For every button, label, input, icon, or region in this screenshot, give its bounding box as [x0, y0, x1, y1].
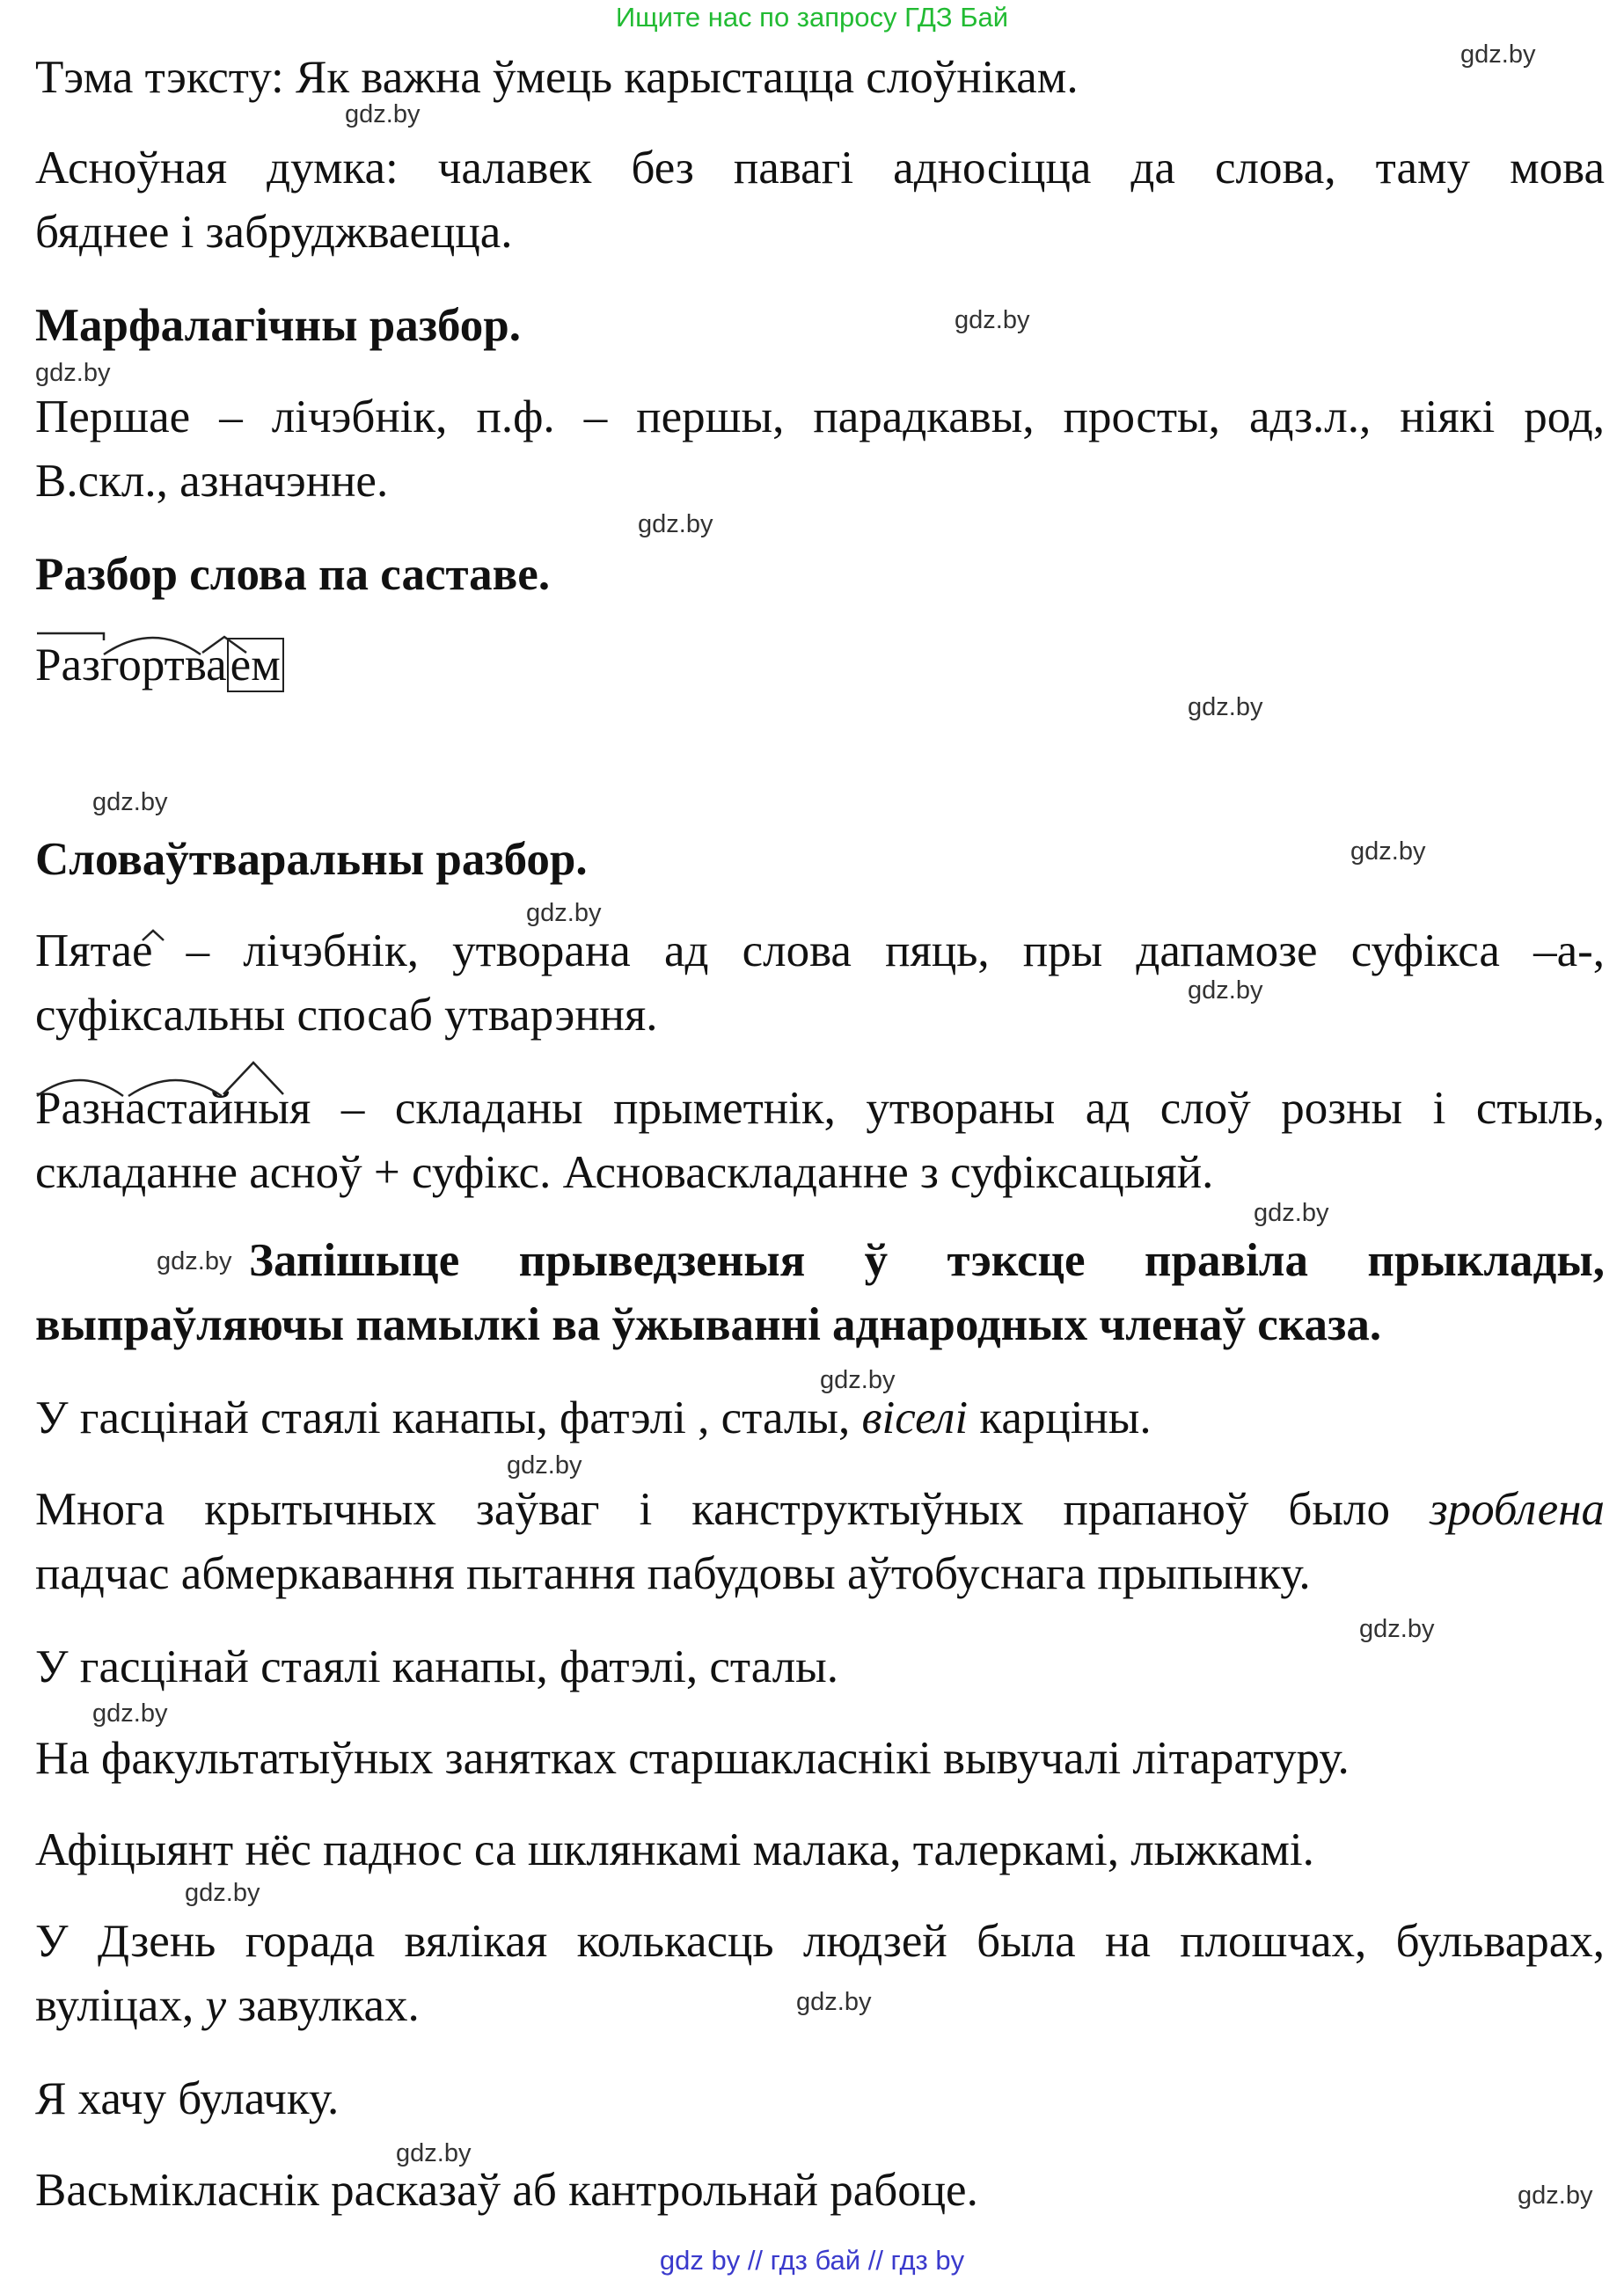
- wordform-line-1b: суфіксальны спосаб утварэння.: [35, 990, 658, 1041]
- sentence-6-line-1: У Дзень горада вялікая колькасць людзей была на плошчах, бульварах,: [35, 1916, 1605, 1967]
- watermark: gdz.by: [92, 1699, 168, 1728]
- composition-heading: Разбор слова па саставе.: [35, 549, 551, 600]
- watermark: gdz.by: [1254, 1199, 1329, 1227]
- watermark: gdz.by: [157, 1247, 232, 1275]
- sentence-7: Я хачу булачку.: [35, 2073, 340, 2124]
- parsed-word-ending: ем: [227, 638, 284, 692]
- sentence-2-line-2: падчас абмеркавання пытання пабудовы аўтобуснага прыпынку.: [35, 1548, 1311, 1599]
- bottom-banner[interactable]: gdz by // гдз бай // гдз by: [659, 2245, 965, 2276]
- sentence-1: У гасцінай стаялі канапы, фатэлі , сталы, віселі карціны.: [35, 1392, 1152, 1443]
- sentence-3: У гасцінай стаялі канапы, фатэлі, сталы.: [35, 1641, 839, 1692]
- parsed-word: [35, 633, 284, 698]
- watermark: gdz.by: [796, 1988, 872, 2016]
- watermark: gdz.by: [396, 2139, 472, 2167]
- watermark: gdz.by: [1350, 837, 1426, 866]
- topic-line: Тэма тэксту: Як важна ўмець карыстацца слоўнікам.: [35, 52, 1079, 103]
- watermark: gdz.by: [507, 1451, 582, 1480]
- task-line-1: Запішыце прыведзеныя ў тэксце правіла прыклады,: [249, 1235, 1605, 1286]
- watermark: gdz.by: [1188, 693, 1263, 721]
- sentence-5: Афіцыянт нёс паднос са шклянкамі малака, талеркамі, лыжкамі.: [35, 1824, 1314, 1875]
- morph-heading: Марфалагічны разбор.: [35, 300, 522, 351]
- wordform-heading: Словаўтваральны разбор.: [35, 834, 588, 885]
- watermark: gdz.by: [820, 1366, 896, 1394]
- wordform-line-2b: складанне асноў + суфікс. Асноваскладанне з суфіксацыяй.: [35, 1147, 1214, 1198]
- watermark: gdz.by: [955, 306, 1030, 334]
- watermark: gdz.by: [526, 899, 602, 927]
- top-banner[interactable]: Ищите нас по запросу ГДЗ Бай: [615, 2, 1009, 33]
- watermark: gdz.by: [1460, 40, 1536, 69]
- watermark: gdz.by: [638, 510, 713, 538]
- parsed-word-stem: Разгортва: [35, 639, 227, 691]
- sentence-4: На факультатыўных занятках старшакласнікі вывучалі літаратуру.: [35, 1733, 1350, 1784]
- watermark: gdz.by: [185, 1879, 260, 1907]
- sentence-8: Васьмікласнік расказаў аб кантрольнай рабоце.: [35, 2165, 978, 2216]
- main-idea-line-2: бяднее і забруджваецца.: [35, 207, 513, 258]
- wordform-line-2a: Разнастайныя – складаны прыметнік, утвораны ад слоў розны і стыль,: [35, 1083, 1605, 1134]
- watermark: gdz.by: [35, 359, 111, 387]
- morph-line-1: Першае – лічэбнік, п.ф. – першы, парадкавы, просты, адз.л., ніякі род,: [35, 391, 1605, 442]
- watermark: gdz.by: [1188, 976, 1263, 1005]
- watermark: gdz.by: [92, 788, 168, 816]
- morph-line-2: В.скл., азначэнне.: [35, 456, 389, 507]
- watermark: gdz.by: [1359, 1615, 1435, 1643]
- sentence-2-line-1: Многа крытычных заўваг і канструктыўных прапаноў было зроблена: [35, 1484, 1605, 1535]
- main-idea-line-1: Асноўная думка: чалавек без павагі адносіцца да слова, таму мова: [35, 142, 1605, 194]
- task-line-2: выпраўляючы памылкі ва ўжыванні аднародных членаў сказа.: [35, 1299, 1382, 1350]
- wordform-line-1a: Пятае – лічэбнік, утворана ад слова пяць, пры дапамозе суфікса –а-,: [35, 925, 1605, 976]
- watermark: gdz.by: [345, 100, 421, 128]
- watermark: gdz.by: [1518, 2181, 1593, 2210]
- sentence-6-line-2: вуліцах, у завулках.: [35, 1980, 420, 2031]
